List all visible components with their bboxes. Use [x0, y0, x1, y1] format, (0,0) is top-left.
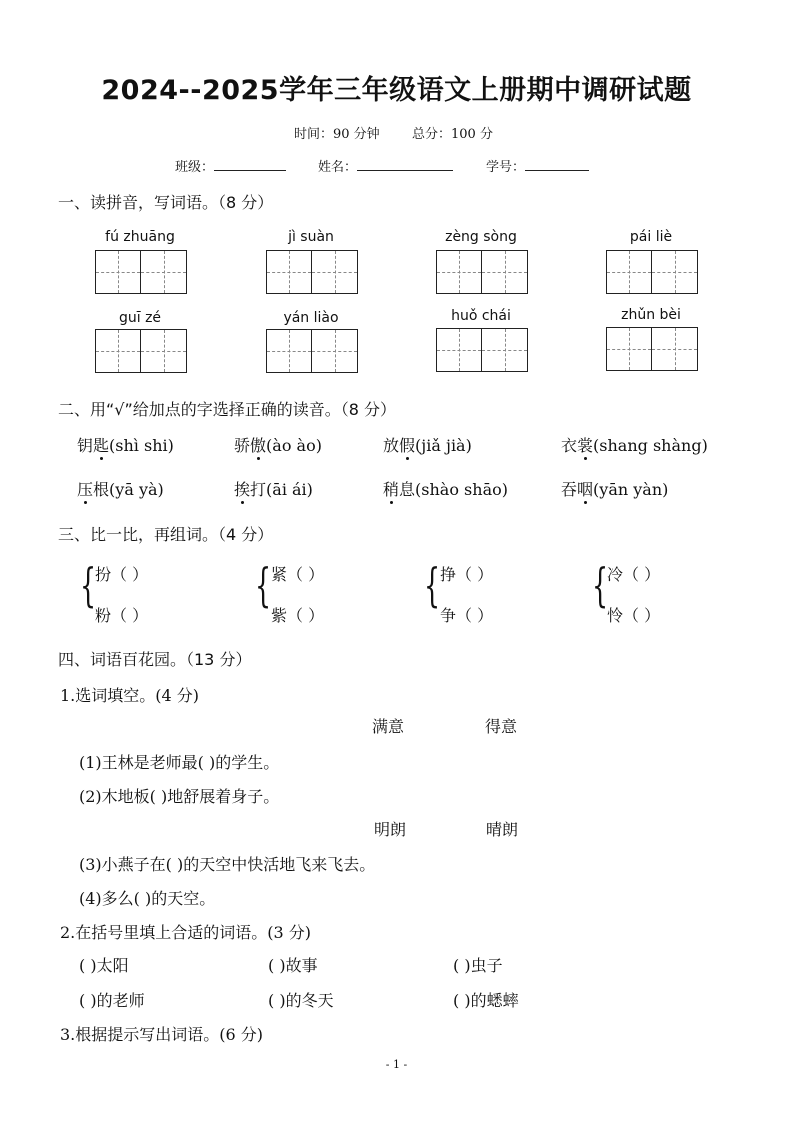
fill-line[interactable]: (1)王林是老师最( )的学生。 [79, 753, 280, 772]
pinyin-label: zhǔn bèi [621, 307, 681, 323]
reading-options[interactable]: (shì shi) [109, 436, 174, 455]
choice-word: 明朗 [374, 820, 407, 839]
choice-word: 满意 [372, 717, 405, 736]
dotted-char: 挨 [234, 480, 251, 499]
section1-heading: 一、读拼音，写词语。（8 分） [58, 193, 274, 212]
char: 根 [93, 480, 110, 499]
reading-item[interactable] [383, 433, 472, 456]
class-field[interactable] [175, 156, 286, 175]
reading-item[interactable] [234, 477, 313, 500]
compare-top[interactable]: 冷（ ） [607, 565, 661, 584]
char: 息 [399, 480, 416, 499]
brace-icon: { [80, 558, 97, 612]
char: 衣 [561, 436, 578, 455]
char: 放 [383, 436, 400, 455]
fill-blank[interactable]: ( )虫子 [453, 956, 503, 975]
name-blank[interactable] [357, 158, 453, 171]
choice-word: 晴朗 [486, 820, 519, 839]
dotted-char: 稍 [383, 480, 400, 499]
number-field[interactable] [486, 156, 589, 175]
compare-bottom[interactable]: 紫（ ） [271, 606, 325, 625]
brace-icon: { [424, 558, 441, 612]
reading-options[interactable]: (yā yà) [109, 480, 164, 499]
section3-heading: 三、比一比，再组词。（4 分） [58, 525, 274, 544]
writing-grid[interactable] [436, 328, 528, 372]
fill-blank[interactable]: ( )的蟋蟀 [453, 991, 519, 1010]
section4-heading: 四、词语百花园。（13 分） [58, 650, 252, 669]
writing-grid[interactable] [95, 250, 187, 294]
reading-item[interactable] [234, 433, 322, 456]
compare-bottom[interactable]: 怜（ ） [607, 606, 661, 625]
pinyin-label: pái liè [629, 229, 673, 245]
writing-grid[interactable] [606, 250, 698, 294]
fill-blank[interactable]: ( )故事 [268, 956, 318, 975]
number-blank[interactable] [525, 158, 589, 171]
writing-grid[interactable] [606, 327, 698, 371]
reading-item[interactable] [561, 433, 708, 456]
class-blank[interactable] [214, 158, 286, 171]
char: 打 [250, 480, 267, 499]
char: 骄 [234, 436, 251, 455]
fill-blank[interactable]: ( )的老师 [79, 991, 145, 1010]
reading-options[interactable]: (ào ào) [266, 436, 322, 455]
page-title: 2024--2025学年三年级语文上册期中调研试题 [101, 75, 692, 106]
page-number: - 1 - [385, 1058, 408, 1071]
fill-line[interactable]: (4)多么( )的天空。 [79, 889, 216, 908]
pinyin-label: huǒ chái [451, 308, 511, 324]
writing-grid[interactable] [436, 250, 528, 294]
pinyin-label: zèng sòng [445, 229, 517, 245]
score-label: 总分：100 分 [412, 127, 493, 142]
pinyin-label: jì suàn [288, 229, 334, 245]
q1-label: 1.选词填空。(4 分) [60, 686, 200, 705]
name-field[interactable] [318, 156, 453, 175]
q2-label: 2.在括号里填上合适的词语。(3 分) [60, 923, 312, 942]
dotted-char: 匙 [93, 436, 110, 455]
reading-item[interactable] [77, 477, 164, 500]
writing-grid[interactable] [95, 329, 187, 373]
dotted-char: 傲 [250, 436, 267, 455]
fill-line[interactable]: (3)小燕子在( )的天空中快活地飞来飞去。 [79, 855, 376, 874]
class-label: 班级： [175, 160, 215, 175]
dotted-char: 裳 [577, 436, 594, 455]
time-label: 时间：90 分钟 [294, 127, 380, 142]
number-label: 学号： [486, 160, 526, 175]
name-label: 姓名： [318, 160, 358, 175]
dotted-char: 假 [399, 436, 416, 455]
reading-item[interactable] [561, 477, 668, 500]
reading-options[interactable]: (jiǎ jià) [415, 436, 472, 455]
reading-options[interactable]: (shào shāo) [415, 480, 508, 499]
dotted-char: 压 [77, 480, 94, 499]
compare-top[interactable]: 挣（ ） [440, 565, 494, 584]
choice-word: 得意 [485, 717, 518, 736]
writing-grid[interactable] [266, 329, 358, 373]
writing-grid[interactable] [266, 250, 358, 294]
compare-bottom[interactable]: 粉（ ） [95, 606, 149, 625]
compare-top[interactable]: 紧（ ） [271, 565, 325, 584]
fill-line[interactable]: (2)木地板( )地舒展着身子。 [79, 787, 280, 806]
reading-options[interactable]: (āi ái) [266, 480, 313, 499]
reading-item[interactable] [383, 477, 508, 500]
fill-blank[interactable]: ( )太阳 [79, 956, 129, 975]
char: 钥 [77, 436, 94, 455]
q3-label: 3.根据提示写出词语。(6 分) [60, 1025, 264, 1044]
compare-top[interactable]: 扮（ ） [95, 565, 149, 584]
reading-item[interactable] [77, 433, 174, 456]
compare-bottom[interactable]: 争（ ） [440, 606, 494, 625]
dotted-char: 咽 [577, 480, 594, 499]
pinyin-label: yán liào [283, 310, 339, 326]
char: 吞 [561, 480, 578, 499]
reading-options[interactable]: (yān yàn) [593, 480, 669, 499]
pinyin-label: guī zé [118, 310, 162, 326]
brace-icon: { [255, 558, 272, 612]
fill-blank[interactable]: ( )的冬天 [268, 991, 334, 1010]
brace-icon: { [592, 558, 609, 612]
section2-heading: 二、用“√”给加点的字选择正确的读音。（8 分） [58, 400, 397, 419]
pinyin-label: fú zhuāng [105, 229, 175, 245]
reading-options[interactable]: (shang shàng) [593, 436, 708, 455]
